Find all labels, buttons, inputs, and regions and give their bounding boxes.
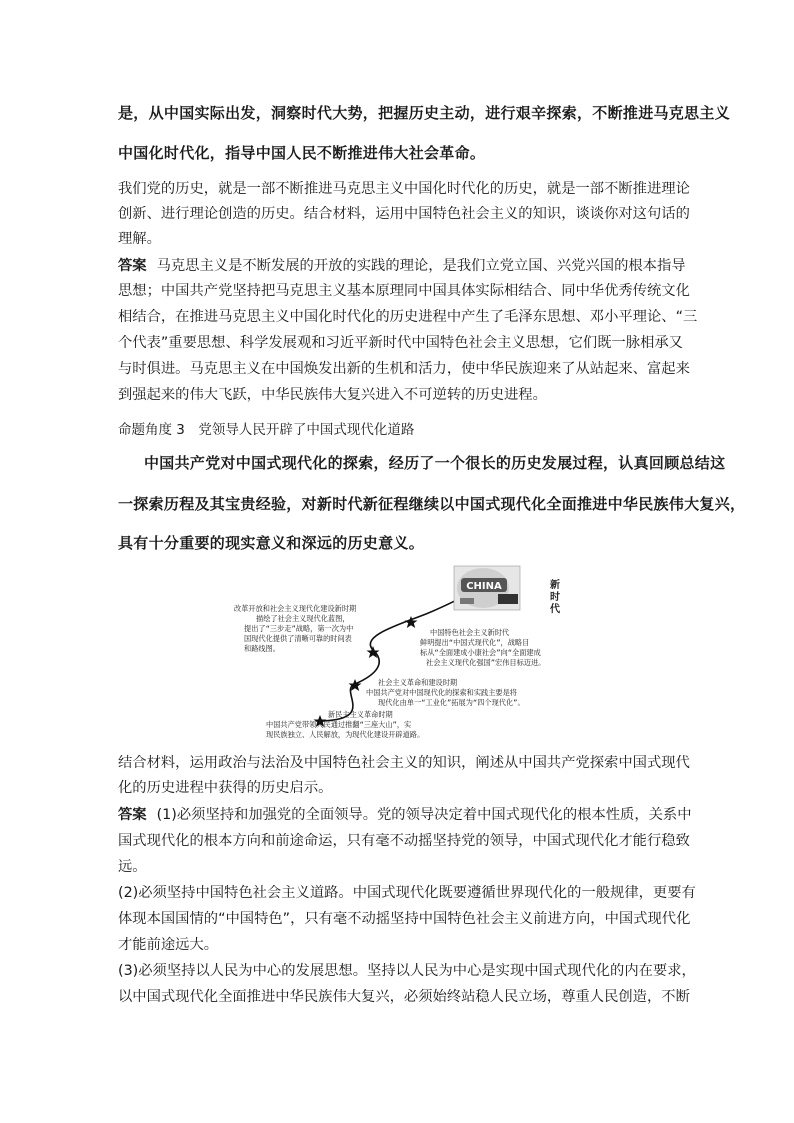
material-line: 一探索历程及其宝贵经验，对新时代新征程继续以中国式现代化全面推进中华民族伟大复兴，	[118, 495, 746, 513]
new-era-label: 新时代	[550, 580, 560, 615]
intro-line: 是，从中国实际出发，洞察时代大势，把握历史主动，进行艰辛探索，不断推进马克思主义	[118, 104, 731, 122]
new-era-logo-image	[454, 566, 520, 610]
answer-line: 与时俱进。马克思主义在中国焕发出新的生机和活力，使中华民族迎来了从站起来、富起来	[118, 361, 690, 377]
answer-line: 相结合，在推进马克思主义中国化时代化的历史进程中产生了毛泽东思想、邓小平理论、“三	[118, 309, 698, 325]
new-democratic-label: 新民主主义革命时期 中国共产党带领人民通过推翻“三座大山”，实 现民族独立、人民解放，为现代化建设开辟道路。	[266, 710, 425, 739]
answer-line: 远。	[118, 859, 147, 875]
new-era-description: 中国特色社会主义新时代 鲜明提出“中国式现代化”，战略目 标从“全面建成小康社会”向“全面建成 社会主义现代化强国”宏伟目标迈进。	[420, 628, 546, 667]
question-line: 创新、进行理论创造的历史。结合材料，运用中国特色社会主义的知识，谈谈你对这句话的	[118, 206, 690, 222]
question-line: 化的历史进程中获得的历史启示。	[118, 780, 333, 796]
section-heading: 命题角度 3 党领导人民开辟了中国式现代化道路	[118, 422, 415, 438]
socialist-construction-label: 社会主义革命和建设时期 中国共产党对中国现代化的探索和实践主要是将 现代化由单一“工业化”拓展为“四个现代化”。	[366, 678, 525, 707]
reform-era-label: 改革开放和社会主义现代化建设新时期 描绘了社会主义现代化蓝图， 提出了“三步走”战略，第一次为中 国现代化提供了清晰可靠的时间表 和路线图。	[234, 604, 357, 653]
answer-line: 国式现代化的根本方向和前途命运，只有毫不动摇坚持党的领导，中国式现代化才能行稳致	[118, 833, 690, 849]
answer-label: 答案	[118, 807, 147, 823]
material-line: 具有十分重要的现实意义和深远的历史意义。	[118, 534, 425, 552]
answer-line: 才能前途远大。	[118, 937, 219, 953]
answer-line: 体现本国国情的“中国特色”，只有毫不动摇坚持中国特色社会主义前进方向，中国式现代化	[118, 911, 691, 927]
answer-line: 以中国式现代化全面推进中华民族伟大复兴，必须始终站稳人民立场，尊重人民创造，不断	[118, 989, 690, 1005]
answer-label: 答案	[118, 258, 147, 274]
intro-line: 中国化时代化，指导中国人民不断推进伟大社会革命。	[118, 144, 486, 162]
modernization-path-figure	[228, 562, 570, 742]
logo-text: CHINA	[466, 581, 502, 592]
question-line: 我们党的历史，就是一部不断推进马克思主义中国化时代化的历史，就是一部不断推进理论	[118, 181, 690, 197]
question-line: 结合材料，运用政治与法治及中国特色社会主义的知识，阐述从中国共产党探索中国式现代	[118, 755, 690, 771]
answer-line: 思想；中国共产党坚持把马克思主义基本原理同中国具体实际相结合、同中华优秀传统文化	[118, 283, 690, 299]
material-line: 中国共产党对中国式现代化的探索，经历了一个很长的历史发展过程，认真回顾总结这	[144, 454, 726, 472]
answer-line: 答案 马克思主义是不断发展的开放的实践的理论，是我们立党立国、兴党兴国的根本指导	[118, 258, 686, 274]
answer-line: 答案 (1)必须坚持和加强党的全面领导。党的领导决定着中国式现代化的根本性质，关系中	[118, 807, 692, 823]
question-line: 理解。	[118, 231, 161, 247]
answer-line: (3)必须坚持以人民为中心的发展思想。坚持以人民为中心是实现中国式现代化的内在要求，	[118, 963, 696, 979]
answer-line: 个代表”重要思想、科学发展观和习近平新时代中国特色社会主义思想，它们既一脉相承又	[118, 335, 683, 351]
answer-line: (2)必须坚持中国特色社会主义道路。中国式现代化既要遵循世界现代化的一般规律，更要有	[118, 885, 696, 901]
answer-line: 到强起来的伟大飞跃，中华民族伟大复兴进入不可逆转的历史进程。	[118, 387, 547, 403]
